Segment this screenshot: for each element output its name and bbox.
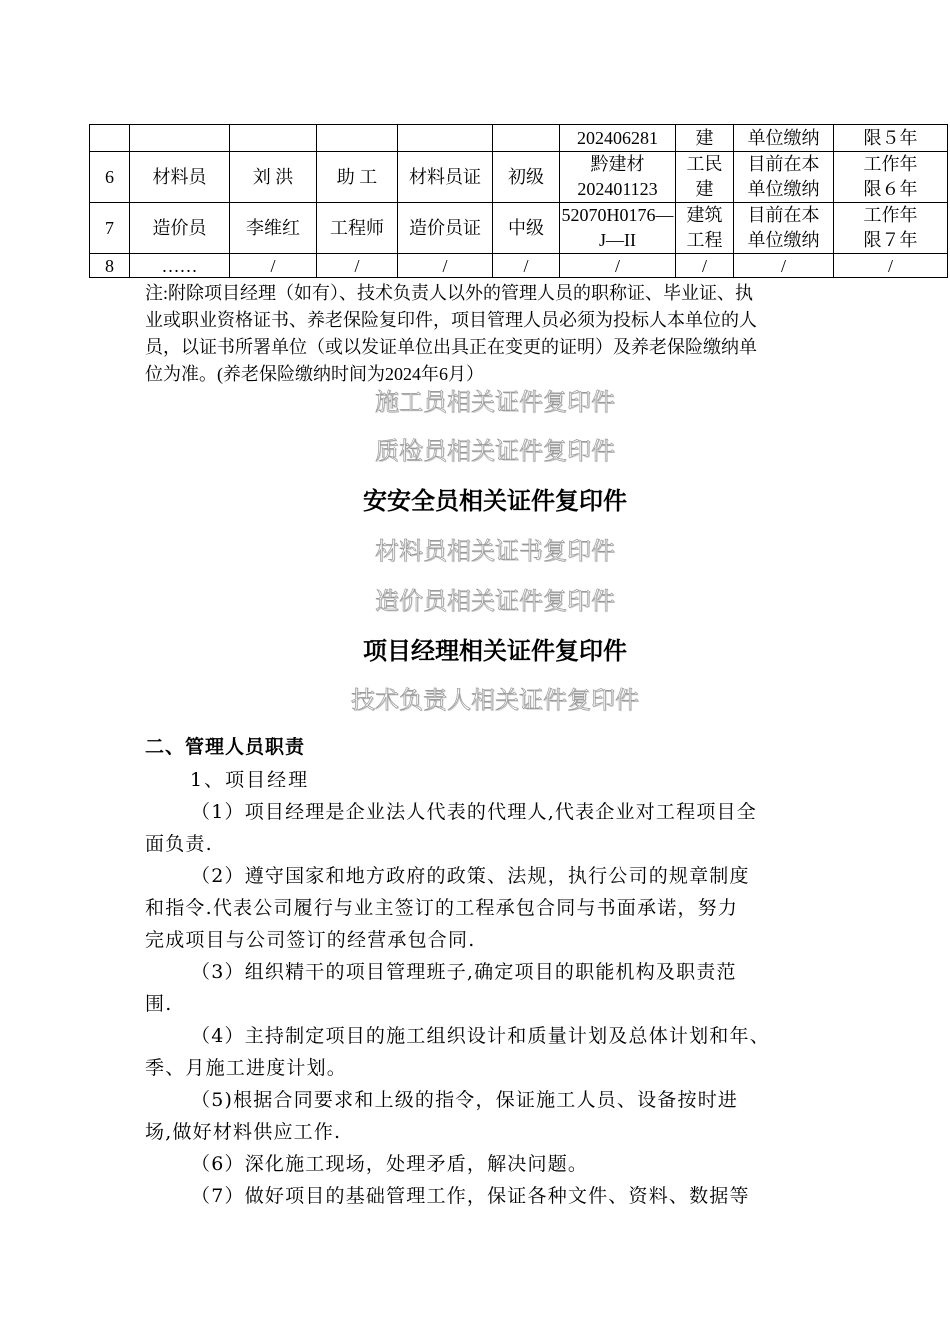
duty-line: （6）深化施工现场，处理矛盾，解决问题。: [191, 1153, 589, 1175]
cell-unit: [734, 254, 834, 278]
cell-cert: [398, 125, 493, 152]
cell-cert: 材料员证: [398, 152, 493, 203]
duty-line: 面负责.: [145, 833, 213, 855]
cert-heading-cost: 造价员相关证件复印件: [375, 587, 615, 615]
cell-no: 7: [90, 203, 130, 254]
table-row: [90, 152, 948, 203]
cell-line: 单位缴纳: [747, 127, 820, 148]
duty-line: （7）做好项目的基础管理工作，保证各种文件、资料、数据等: [191, 1185, 750, 1207]
cell-line: 202401123: [577, 179, 658, 199]
cell-cert-no: [560, 152, 676, 203]
cell-cert: 造价员证: [398, 203, 493, 254]
table-row: [90, 203, 948, 254]
duty-line: 完成项目与公司签订的经营承包合同.: [145, 929, 476, 951]
cell-title: 工程师: [317, 203, 398, 254]
note-line: 注:附除项目经理（如有）、技术负责人以外的管理人员的职称证、毕业证、执: [145, 283, 753, 303]
cell-role: ……: [130, 254, 230, 278]
cell-level: 初级: [493, 152, 560, 203]
cell-cert-no: [560, 254, 676, 278]
cell-line: 52070H0176—: [561, 205, 674, 225]
duty-line: （2）遵守国家和地方政府的政策、法规，执行公司的规章制度: [191, 865, 750, 887]
cell-name: 刘 洪: [230, 152, 317, 203]
cell-unit: [734, 125, 834, 152]
duties-list: [145, 796, 825, 1212]
cell-line: 工民: [686, 154, 723, 174]
note-paragraph: [145, 280, 825, 388]
cell-level: /: [493, 254, 560, 278]
cell-line: 工作年: [863, 154, 918, 174]
cell-title: [317, 125, 398, 152]
cert-heading-project-manager: 项目经理相关证件复印件: [363, 637, 627, 665]
duty-line: （3）组织精干的项目管理班子,确定项目的职能机构及职责范: [191, 961, 737, 983]
cell-line: /: [887, 255, 893, 276]
cell-line: /: [701, 255, 707, 276]
duty-item: [145, 1020, 825, 1084]
cell-name: [230, 125, 317, 152]
duty-line: 季、月施工进度计划。: [145, 1057, 348, 1079]
duty-item: [145, 1084, 825, 1148]
cell-line: 黔建材: [590, 154, 645, 174]
duty-item: [145, 860, 825, 956]
cell-no: 6: [90, 152, 130, 203]
duty-line: 和指令.代表公司履行与业主签订的工程承包合同与书面承诺，努力: [145, 897, 739, 919]
cell-line: 建筑: [686, 205, 723, 225]
cell-experience: [834, 152, 948, 203]
cert-heading-safety: 安安全员相关证件复印件: [363, 487, 627, 515]
cell-line: 单位缴纳: [747, 179, 820, 199]
cell-major: [676, 254, 734, 278]
duty-line: （5)根据合同要求和上级的指令，保证施工人员、设备按时进: [191, 1089, 739, 1111]
cell-experience: [834, 203, 948, 254]
cell-role: [130, 125, 230, 152]
cell-major: [676, 203, 734, 254]
cell-title: 助 工: [317, 152, 398, 203]
duty-line: 场,做好材料供应工作.: [145, 1121, 342, 1143]
cell-cert: /: [398, 254, 493, 278]
cert-heading-material: 材料员相关证书复印件: [375, 537, 615, 565]
cell-role: 造价员: [130, 203, 230, 254]
table-row: [90, 125, 948, 152]
cell-line: 工程: [686, 230, 723, 250]
cell-major: [676, 152, 734, 203]
cell-line: /: [780, 255, 786, 276]
cell-major: [676, 125, 734, 152]
note-line: 业或职业资格证书、养老保险复印件，项目管理人员必须为投标人本单位的人: [145, 310, 757, 330]
duty-line: （4）主持制定项目的施工组织设计和质量计划及总体计划和年、: [191, 1025, 770, 1047]
cell-cert-no: [560, 203, 676, 254]
cell-line: 目前在本: [747, 205, 820, 225]
duty-item: [145, 956, 825, 1020]
cell-unit: [734, 203, 834, 254]
table-row: [90, 254, 948, 278]
cell-line: 单位缴纳: [747, 230, 820, 250]
cell-line: 建: [695, 127, 714, 148]
cell-line: 目前在本: [747, 154, 820, 174]
cell-name: 李维红: [230, 203, 317, 254]
cell-line: 限６年: [863, 179, 918, 199]
duty-item: [145, 1148, 825, 1180]
duty-item: [145, 1180, 825, 1212]
cert-heading-quality: 质检员相关证件复印件: [375, 437, 615, 465]
cert-heading-construction: 施工员相关证件复印件: [375, 388, 615, 416]
cell-experience: [834, 254, 948, 278]
cell-experience: [834, 125, 948, 152]
cell-line: 202406281: [577, 127, 658, 148]
section-subtitle: 1、项目经理: [190, 769, 310, 791]
cell-role: 材料员: [130, 152, 230, 203]
cell-level: 中级: [493, 203, 560, 254]
cell-level: [493, 125, 560, 152]
cell-unit: [734, 152, 834, 203]
cell-line: 限７年: [863, 230, 918, 250]
cell-title: /: [317, 254, 398, 278]
staff-table: [89, 124, 948, 278]
cert-heading-technical-lead: 技术负责人相关证件复印件: [351, 686, 639, 714]
cell-line: /: [614, 255, 620, 276]
duty-line: （1）项目经理是企业法人代表的代理人,代表企业对工程项目全: [191, 801, 757, 823]
duty-item: [145, 796, 825, 860]
duty-line: 围.: [145, 993, 173, 1015]
cell-no: 8: [90, 254, 130, 278]
cell-line: 建: [695, 179, 714, 199]
cell-line: J—II: [599, 230, 636, 250]
cell-no: [90, 125, 130, 152]
cell-name: /: [230, 254, 317, 278]
note-line: 员，以证书所署单位（或以发证单位出具正在变更的证明）及养老保险缴纳单: [145, 337, 757, 357]
cell-line: 限５年: [863, 127, 918, 148]
section-title: 二、管理人员职责: [145, 736, 306, 758]
note-line: 位为准。(养老保险缴纳时间为2024年6月）: [145, 364, 484, 384]
cell-cert-no: [560, 125, 676, 152]
cell-line: 工作年: [863, 205, 918, 225]
